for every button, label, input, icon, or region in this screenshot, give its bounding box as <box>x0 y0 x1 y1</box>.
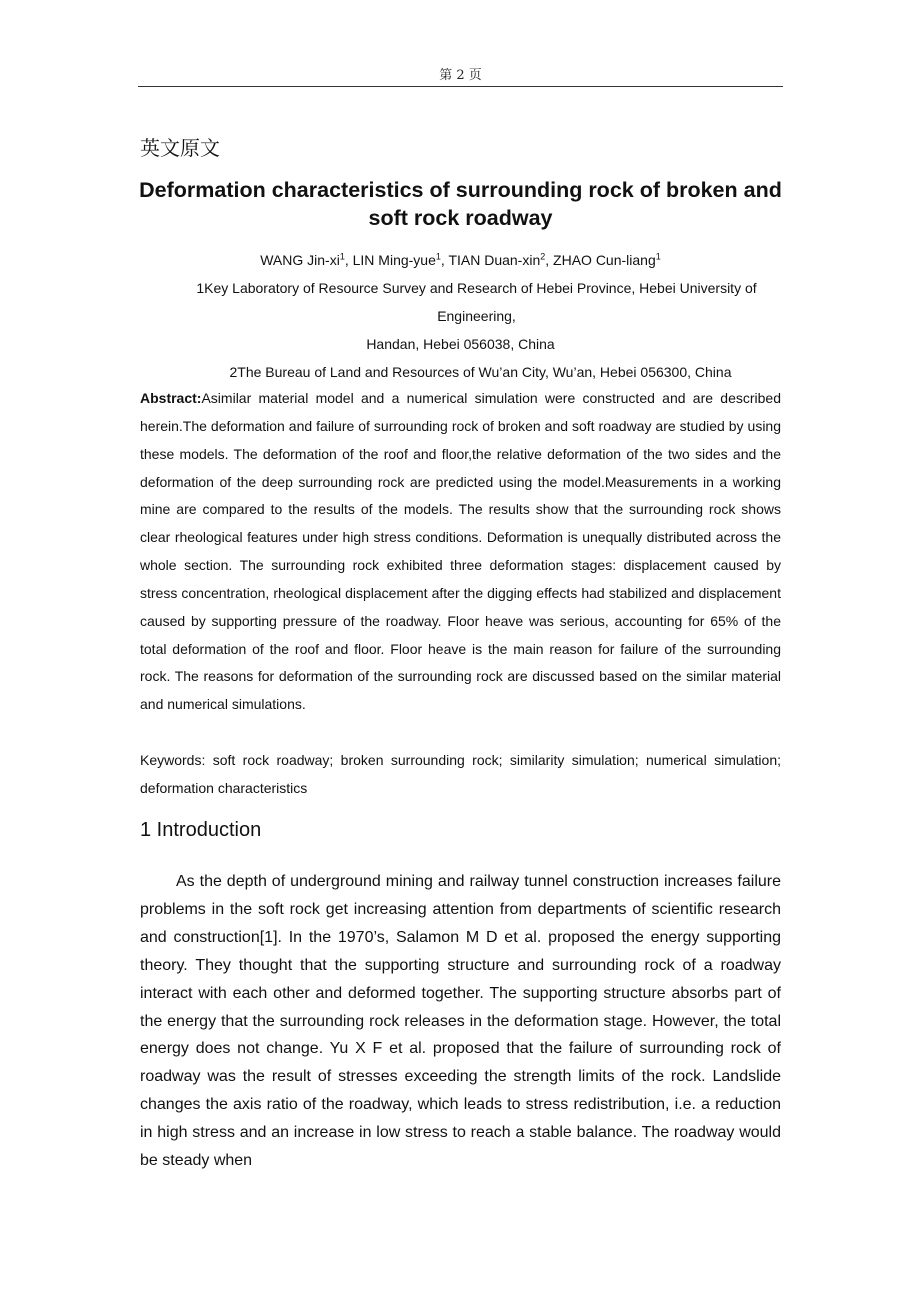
author-list: WANG Jin-$xi^1$, LIN Ming-yue$^1$, TIAN Duan-xin$^2$, ZHAO Cun-liang$^1$ <box>260 251 661 268</box>
author-affiliation-mark: 1 <box>339 251 345 262</box>
keywords: Keywords: soft rock roadway; broken surrounding rock; similarity simulation; numerical simulation; deformation characteristics <box>140 752 781 796</box>
author-affiliation-mark: 2 <box>540 251 546 262</box>
author-name: LIN Ming-yue <box>352 252 436 268</box>
page-header <box>138 64 783 87</box>
page-number: 第 2 页 <box>439 68 482 83</box>
abstract-text: Asimilar material model and a numerical simulation were constructed and are described herein.The deformation and failure of surrounding rock of broken and soft roadway are studied by using these models. The deformation of the roof and floor,the relative deformation of the two sides and the deformation of the deep surrounding rock are predicted using the model.Measurements in a working mine are compared to the results of the models. The results show that the surrounding rock shows clear rheological features under high stress conditions. Deformation is unequally distributed across the whole section. The surrounding rock exhibited three deformation stages: displacement caused by stress concentration, rheological displacement after the digging effects had stabilized and displacement caused by supporting pressure of the roadway. Floor heave was serious, accounting for 65% of the total deformation of the roof and floor. Floor heave is the main reason for failure of the surrounding rock. The reasons for deformation of the surrounding rock are discussed based on the similar material and numerical simulations. <box>140 390 781 713</box>
affiliation-1-location: Handan, Hebei 056038, China <box>366 336 555 352</box>
author-affiliation-mark: 1 <box>655 251 661 262</box>
introduction-paragraph: As the depth of underground mining and railway tunnel construction increases failure problems in the soft rock get increasing attention from departments of scientific research and construction[1]. In the 1970’s, Salamon M D et al. proposed the energy supporting theory. They thought that the supporting structure and surrounding rock of a roadway interact with each other and deformed together. The supporting structure absorbs part of the energy that the surrounding rock releases in the deformation stage. However, the total energy does not change. Yu X F et al. proposed that the failure of surrounding rock of roadway was the result of stresses exceeding the strength limits of the rock. Landslide changes the axis ratio of the roadway, which leads to stress redistribution, i.e. a reduction in high stress and an increase in low stress to reach a stable balance. The roadway would be steady when <box>140 873 781 1170</box>
introduction-heading: 1 Introduction <box>140 819 262 841</box>
author-name: TIAN Duan-xin <box>448 252 541 268</box>
affiliation-2: 2The Bureau of Land and Resources of Wu’an City, Wu’an, Hebei 056300, China <box>229 364 732 380</box>
section-title: 英文原文 <box>140 136 220 160</box>
author-name: ZHAO Cun-liang <box>553 252 656 268</box>
paper-title: Deformation characteristics of surrounding rock of broken and soft rock roadway <box>139 178 782 230</box>
author-affiliation-mark: 1 <box>435 251 441 262</box>
abstract-label: Abstract: <box>140 390 202 406</box>
abstract <box>140 385 781 719</box>
affiliation-1: 1Key Laboratory of Resource Survey and Research of Hebei Province, Hebei University of Engineering, <box>196 280 757 324</box>
author-name: WANG Jin-xi <box>260 252 340 268</box>
